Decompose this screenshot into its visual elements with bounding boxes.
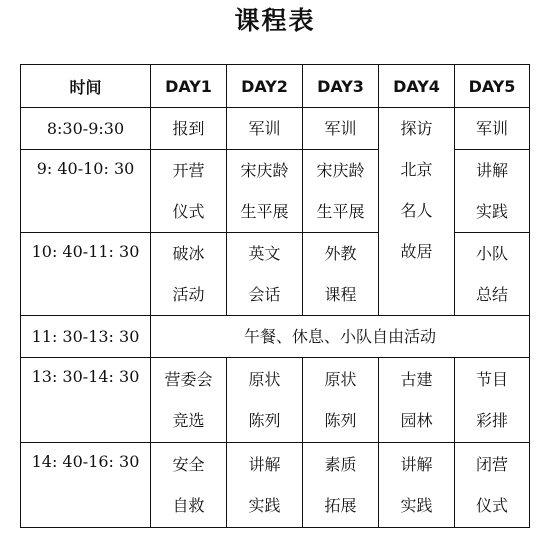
activity-text: 讲解 实践 xyxy=(400,455,433,515)
schedule-cell xyxy=(151,108,227,150)
header-day1: DAY1 xyxy=(151,65,227,108)
header-day3: DAY3 xyxy=(303,65,379,108)
header-day5: DAY5 xyxy=(455,65,530,108)
activity-text: 北京 名人 故居 xyxy=(400,160,433,261)
schedule-cell xyxy=(151,233,227,316)
time-slot: 11: 30-13: 30 xyxy=(21,316,151,358)
activity-text: 素质 拓展 xyxy=(324,455,357,515)
schedule-cell xyxy=(379,443,455,528)
schedule-table xyxy=(20,64,530,528)
schedule-cell xyxy=(151,150,227,233)
schedule-cell xyxy=(303,358,379,443)
activity-text: 原状 陈列 xyxy=(324,370,357,430)
time-slot: 8:30-9:30 xyxy=(21,108,151,150)
activity-text: 外教 课程 xyxy=(324,244,357,304)
schedule-cell xyxy=(151,358,227,443)
schedule-cell xyxy=(455,233,530,316)
time-slot: 9: 40-10: 30 xyxy=(21,150,151,233)
schedule-cell xyxy=(379,358,455,443)
table-row xyxy=(21,316,530,358)
schedule-cell xyxy=(303,150,379,233)
time-slot: 14: 40-16: 30 xyxy=(21,443,151,528)
page-title: 课程表 xyxy=(234,6,316,35)
activity-text: 午餐、休息、小队自由活动 xyxy=(243,327,436,346)
schedule-cell xyxy=(455,358,530,443)
schedule-cell xyxy=(151,443,227,528)
activity-text: 闭营 仪式 xyxy=(475,455,508,515)
table-row xyxy=(21,108,530,150)
header-day4: DAY4 xyxy=(379,65,455,108)
schedule-cell xyxy=(379,108,455,316)
schedule-cell xyxy=(455,108,530,150)
time-slot: 10: 40-11: 30 xyxy=(21,233,151,316)
activity-text: 报到 xyxy=(172,119,205,138)
schedule-cell xyxy=(227,150,303,233)
activity-text: 军训 xyxy=(324,119,357,138)
activity-text: 宋庆龄 生平展 xyxy=(316,161,365,221)
activity-text: 开营 仪式 xyxy=(172,161,205,221)
activity-text: 英文 会话 xyxy=(248,244,281,304)
activity-text: 讲解 实践 xyxy=(248,455,281,515)
activity-text: 古建 园林 xyxy=(400,370,433,430)
schedule-cell xyxy=(227,108,303,150)
header-row xyxy=(21,65,530,108)
schedule-cell xyxy=(303,443,379,528)
table-row xyxy=(21,358,530,443)
schedule-cell xyxy=(227,358,303,443)
activity-text: 探访 xyxy=(400,119,433,138)
schedule-cell xyxy=(455,150,530,233)
activity-text: 军训 xyxy=(248,119,281,138)
activity-text: 破冰 活动 xyxy=(172,244,205,304)
activity-text: 军训 xyxy=(475,119,508,138)
activity-text: 安全 自救 xyxy=(172,455,205,515)
activity-text: 小队 总结 xyxy=(475,244,508,304)
table-row xyxy=(21,443,530,528)
activity-text: 讲解 实践 xyxy=(475,161,508,221)
schedule-cell xyxy=(303,233,379,316)
header-day2: DAY2 xyxy=(227,65,303,108)
activity-text: 宋庆龄 生平展 xyxy=(240,161,289,221)
schedule-cell xyxy=(227,443,303,528)
activity-text: 营委会 竞选 xyxy=(164,370,213,430)
header-time: 时间 xyxy=(21,65,151,108)
merged-cell xyxy=(151,316,530,358)
schedule-cell xyxy=(303,108,379,150)
schedule-cell xyxy=(455,443,530,528)
schedule-cell xyxy=(227,233,303,316)
activity-text: 原状 陈列 xyxy=(248,370,281,430)
time-slot: 13: 30-14: 30 xyxy=(21,358,151,443)
activity-text: 节目 彩排 xyxy=(475,370,508,430)
